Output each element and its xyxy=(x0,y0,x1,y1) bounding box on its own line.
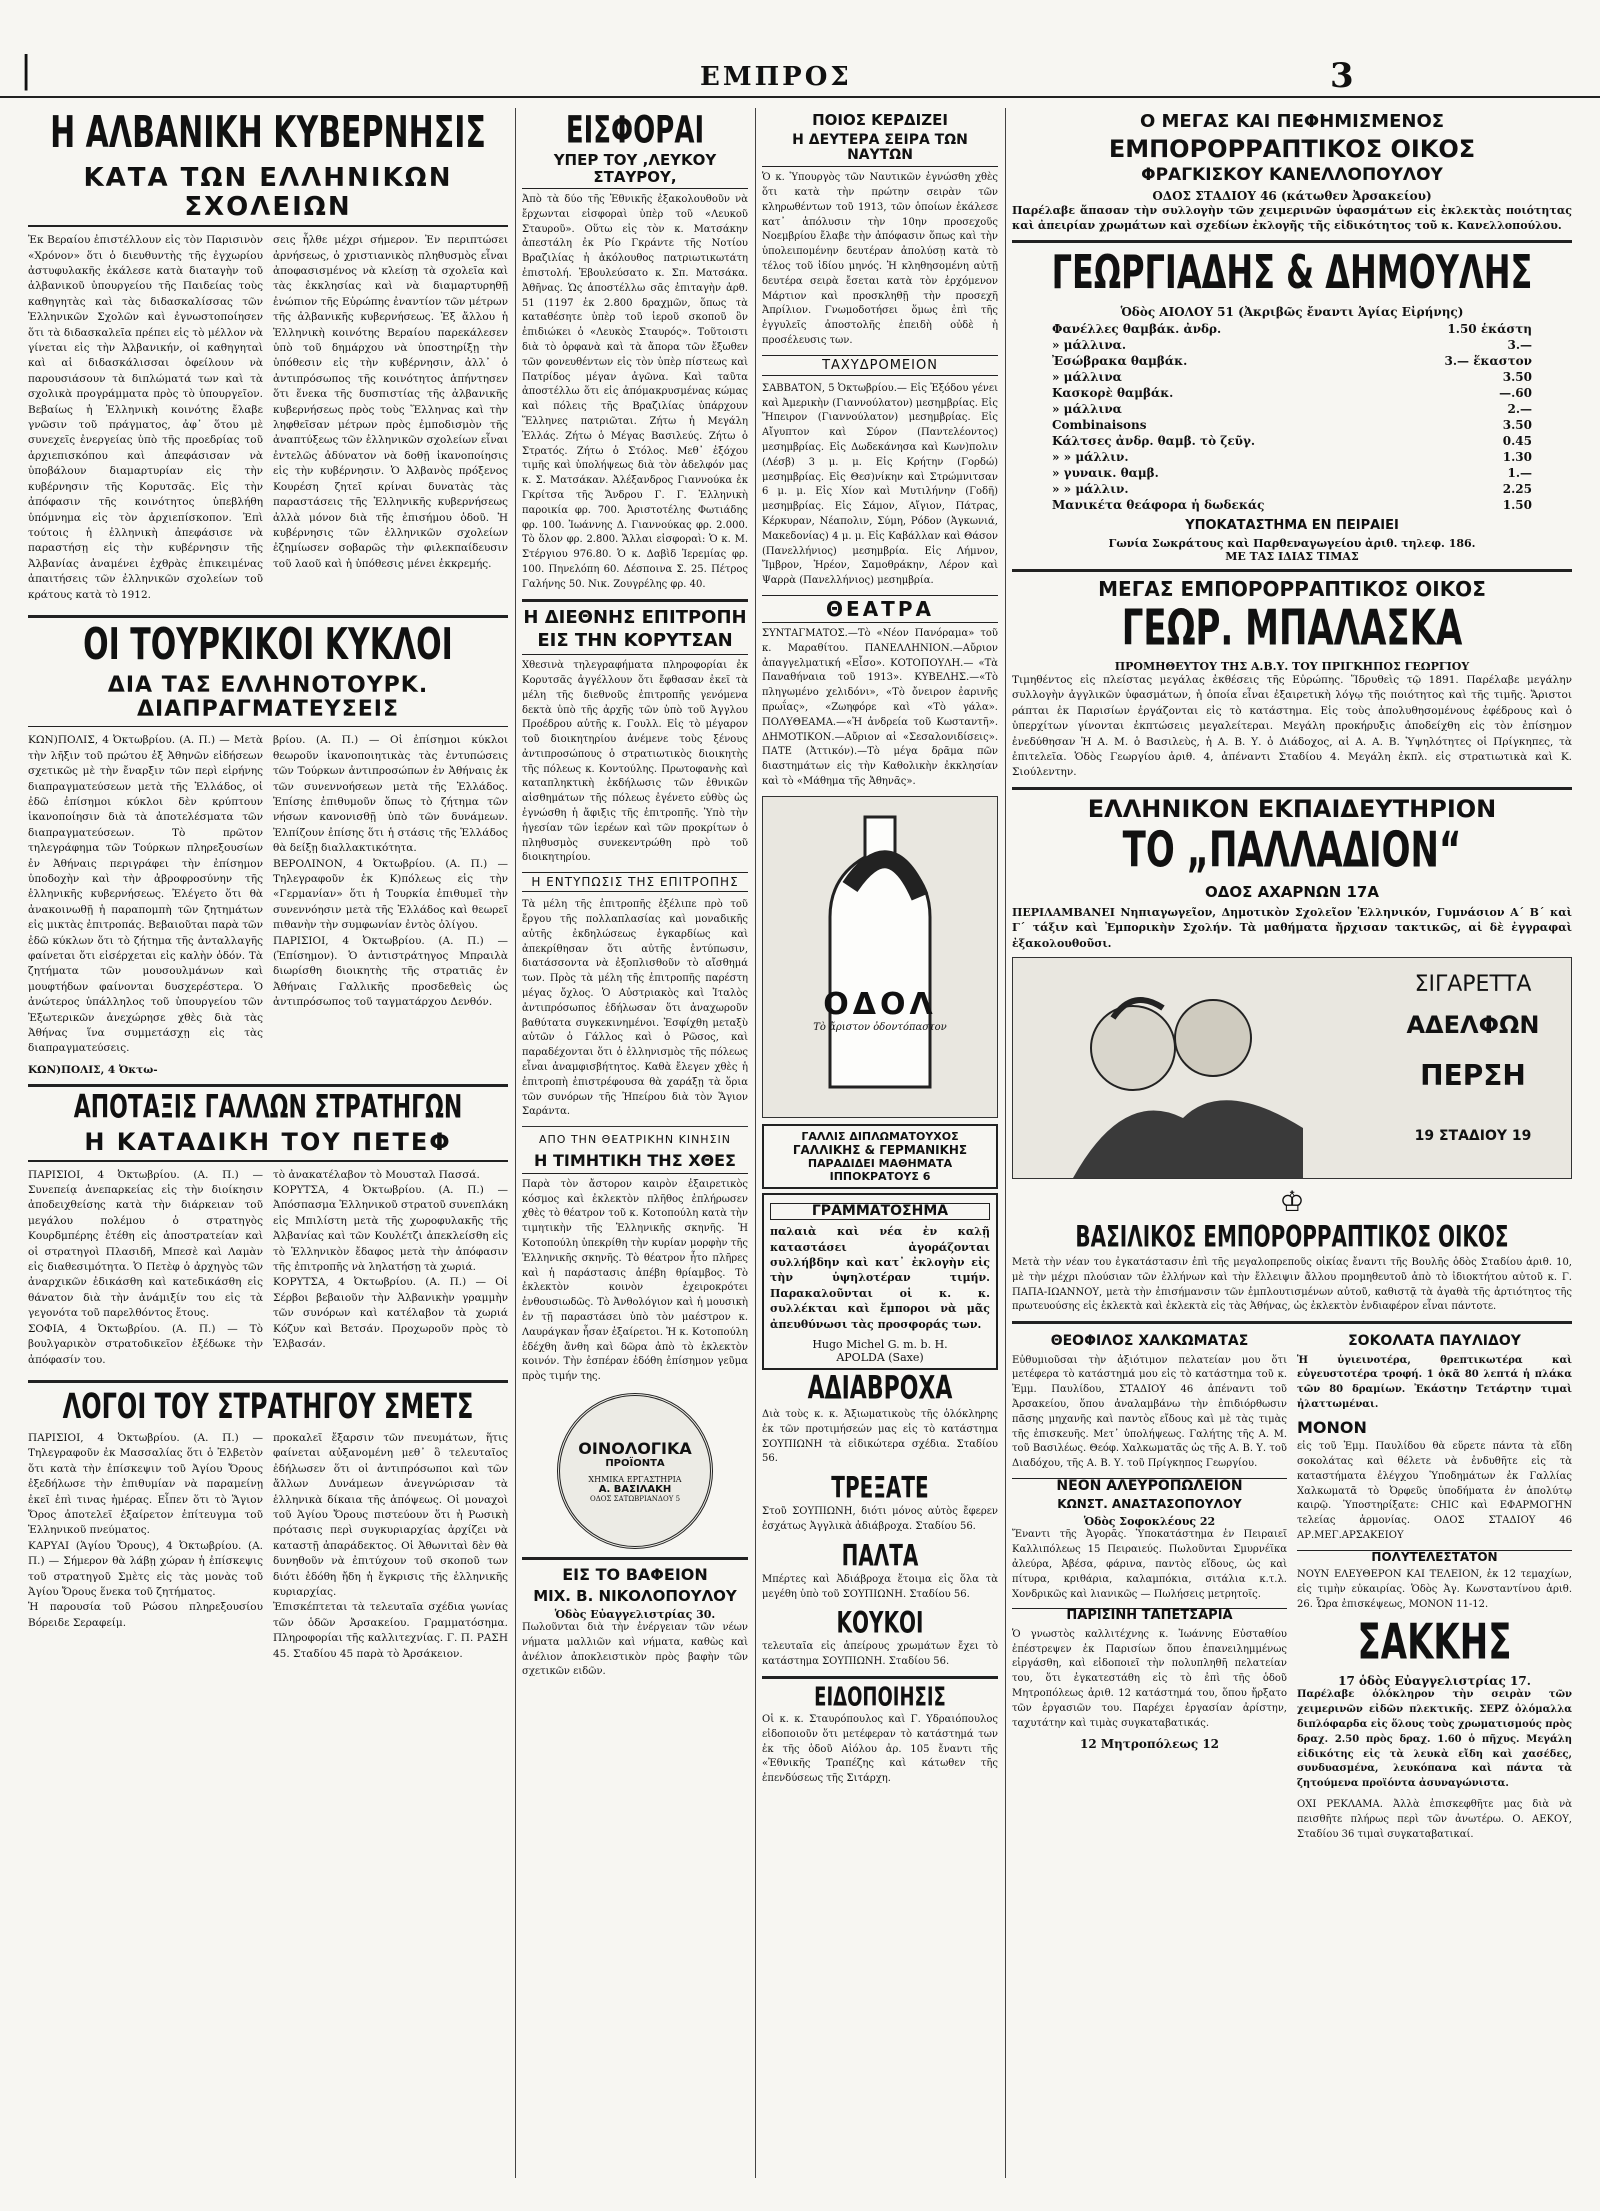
ad-title: ΕΙΣ ΤΟ ΒΑΦΕΙΟΝ xyxy=(562,1564,708,1584)
ad-title: ΠΟΛΥΤΕΛΕΣΤΑΤΟΝ xyxy=(1297,1550,1572,1564)
ad-title: ΕΜΠΟΡΟΡΡΑΠΤΙΚΟΣ ΟΙΚΟΣ xyxy=(1108,134,1476,163)
article-body xyxy=(28,233,508,609)
ad-address: ΟΔΟΣ ΣΑΤΩΒΡΙΑΝΔΟΥ 5 xyxy=(589,1494,681,1503)
price-value: 3.— ἕκαστον xyxy=(1444,353,1532,368)
ad-text: ΠΕΡΙΛΑΜΒΑΝΕΙ Νηπιαγωγεῖον, Δημοτικὸν Σχολεῖον Ἑλληνικόν, Γυμνάσιον Α΄ Β΄ καὶ Γ΄ τάξιν καὶ Ἐμπορικὴν Σχολήν. Τὰ μαθήματα ἤρχισαν τακτικῶς, αἱ δὲ ἐγγραφαὶ ἐξακολουθοῦσι. xyxy=(1012,905,1572,950)
column-rule xyxy=(1005,108,1006,2178)
ad-text: Οἱ κ. κ. Σταυρόπουλος καὶ Γ. Υδραιόπουλος εἰδοποιοῦν ὅτι μετέφεραν τὸ κατάστημά των ἐκ τῆς ὁδοῦ Αἰόλου ἀρ. 105 ἔναντι τῆς «Ἐθνικῆς Τραπέζης καὶ κάτωθεν τῆς ἐπενδύσεως τῆς Σιτάρχη. xyxy=(762,1713,998,1785)
ad-title: ΜΟΝΟΝ xyxy=(1297,1417,1367,1437)
price-value: 2.— xyxy=(1507,401,1532,416)
article-text: ΣΑΒΒΑΤΟΝ, 5 Ὀκτωβρίου.— Εἰς Ἐξόδου γένει καὶ Ἀμερικὴν (Γιαννούλατον) μεσημβρίας. Εἰς Ἤπειρον (Γιαννούλατον) μεσημβρίας. Εἰς Αἴγυπτον καὶ Σύρον (Παντελέοντος) μεσημβρίας. Εἰς Δωδεκάνησα καὶ Κων)πολιν (Λέσβ) 3 μ. μ. Εἰς Κρήτην (Γορδώ) μεσημβρίας. Εἰς Θεσ)νίκην καὶ Στρώμνιτσαν 6 μ. μ. Εἰς Χίον καὶ Μυτιλήνην (Γοδῆ) μεσημβρίας. Εἰς Σάμον, Αἴγιον, Πάτρας, Κέρκυραν, Νέαπολιν, Σύμη, Ρόδον (Ἀγκωνιά, Μακεδονίας) 4 μ. μ. Εἰς Καβάλλαν καὶ Θάσον (Πανελλήνιος) μεσημβρία. Εἰς Λήμνον, Ἴμβρον, Ἡρέον, Σαμοθράκην, Λέρον καὶ Ψαρρὰ (Πανελλήνιος) μεσημβρία. xyxy=(762,382,998,587)
ad-title: ΓΕΩΡΓΙΑΔΗΣ & ΔΗΜΟΥΛΗΣ xyxy=(1051,244,1533,300)
newspaper-title: ΕΜΠΡΟΣ xyxy=(700,62,852,92)
ad-title: ΑΔΙΑΒΡΟΧΑ xyxy=(807,1371,953,1408)
ad-line: ΓΑΛΛΙΚΗΣ & ΓΕΡΜΑΝΙΚΗΣ xyxy=(792,1142,968,1157)
ad-address: Ὁδὸς ΑΙΟΛΟΥ 51 (Ἀκριβῶς ἔναντι Ἁγίας Εἰρήνης) xyxy=(1120,304,1464,319)
ad-subtitle: ΠΡΟΪΟΝΤΑ xyxy=(605,1457,665,1469)
article-text: Ἀπὸ τὰ δύο τῆς Ἐθνικῆς ἐξακολουθοῦν νὰ ἔρχωνται εἰσφοραὶ ὑπὲρ τοῦ «Λευκοῦ Σταυροῦ». Οὕτω εἰς τὸν κ. Ματσάκην ἀπεστάλη ἐκ Ρίο Γκράντε τῆς Νοτίου Βραζιλίας ἡ ἀκόλουθος πατριωτικωτάτη ἐπιστολή. Ἐβουλεύσατο κ. Σπ. Ματσάκα. Ἀθῆνας. Ὡς ἀποστέλλω σᾶς ἐπιταγὴν ἀρθ. 51 (1197 ἐκ 2.800 δραχμῶν, ὅπως τὰ καταθέσητε ὑπὲρ τοῦ ἱεροῦ σκοποῦ ὃν ἐπιδιώκει ὁ «Λευκὸς Σταυρός». Τοῦτοιστι διὰ τὸ ὀρφανὰ καὶ τὰ ἄπορα τῶν ἔξωθεν τῶν φονευθέντων εἰς τὸν ὑπὲρ πίστεως καὶ Πατρίδος μέγαν ἀγῶνα. Καὶ ταῦτα ἀποστέλλω ὅτι εἰς ἀπόμακρυσμένας κώμας καὶ πόλεις τῆς Βραζιλίας ὑπάρχουν Ἕλληνες πατριῶται. Ζήτω ἡ Μεγάλη Ἑλλάς. Ζήτω ὁ Μέγας Βασιλεύς. Ζήτω ὁ Στρατός. Ζήτω ὁ Στόλος. Μεθ᾽ ἐξόχου τιμῆς καὶ ὑπολήψεως διὰ τὸν ἀδελφόν μας κ. Σ. Ματσάκαν. Ἀλέξανδρος Γιαννούκα ἐκ Γκρίτσα τῆς Ἄνδρου Γ. Γ. Ἑλληνικὴ παροικία φρ. 700. Ἀριστοτέλης Φωτιάδης φρ. 100. Ἰωάννης Δ. Γιαννούκας φρ. 2.000. Τὸ ὅλον φρ. 2.800. Ἄλλαι εἰσφοραὶ: Ὁ κ. Μ. Στέργιου 976.80. Ὁ κ. Δαβὶδ Ἰερεμίας φρ. 100. Πηνελόπη 60. Δέσποινα Σ. 25. Πέτρος Γαλήνης 50. Νικ. Ζουγρέλης φρ. 40. xyxy=(522,194,748,590)
ad-title: ΠΑΛΤΑ xyxy=(841,1537,919,1573)
divider xyxy=(28,615,508,618)
price-item: Κασκορὲ θαμβάκ. xyxy=(1052,385,1174,400)
price-value: 1.50 xyxy=(1502,497,1532,512)
price-value: 2.25 xyxy=(1502,481,1532,496)
article-headline: ΤΑΧΥΔΡΟΜΕΙΟΝ xyxy=(762,355,998,376)
ad-address: ΟΔΟΣ ΣΤΑΔΙΟΥ 46 (κάτωθεν Ἀρσακείου) xyxy=(1152,188,1432,203)
article-subhead: ΥΠΕΡ ΤΟΥ ,ΛΕΥΚΟΥ ΣΤΑΥΡΟΥ, xyxy=(522,152,748,189)
odol-ad xyxy=(762,796,998,1118)
article-subhead: Η ΚΑΤΑΔΙΚΗ ΤΟΥ ΠΕΤΕΦ xyxy=(28,1129,508,1161)
page-mark: | xyxy=(20,50,33,91)
article-headline: ΟΙ ΤΟΥΡΚΙΚΟΙ ΚΥΚΛΟΙ xyxy=(83,619,453,671)
ad-name: ΤΟ „ΠΑΛΛΑΔΙΟΝ“ xyxy=(1122,821,1462,880)
ad-text: Διὰ τοὺς κ. κ. Ἀξιωματικοὺς τῆς ὁλόκληρης ἐκ τῶν προτιμήσεών μας εἰς τὸ κατάστημα ΣΟΥΠΙΩΝΗ τὰ εἰδικώτερα σχέδια. Σταδίου 56. xyxy=(762,1409,998,1465)
ad-text: παλαιὰ καὶ νέα ἐν καλῇ καταστάσει ἀγοράζονται συλλήβδην καὶ κατ᾽ ἐκλογὴν εἰς τὴν ὑψηλοτέραν τιμήν. Παρακαλοῦνται οἱ κ. κ. συλλέκται καὶ ἔμποροι νὰ μᾶς ἀπευθύνωσι τὰς προσφοράς των. xyxy=(770,1225,990,1331)
bottle-illustration xyxy=(810,807,950,1107)
article-text: Τὰ μέλη τῆς ἐπιτροπῆς ἐξέλιπε πρὸ τοῦ ἔργου τῆς πολλαπλασίας καὶ μοναδικῆς αὐτῆς ἐκδηλώσεως ἐγκαρδίως καὶ ἀπεκρίθησαν ὅτι αὐτῆς ἐντύπωσιν, διατάσσοντα νὰ ἐξοπλισθοῦν τὸ αἴσθημά των. Πρὸς τὰ μέλη τῆς ἐπιτροπῆς παρέστη μέγας ὄχλος. Ὁ Αὐστριακὸς καὶ Ἰταλὸς ἀντιπρόσωπος ἐδήλωσαν ὅτι ἀναχωροῦν βαθύτατα συγκεκινημένοι. Ἐσφίχθη μεταξὺ αὐτῶν ὁ Γάλλος καὶ ὁ Ρῶσος, καὶ παραδέχονται ὅτι ὁ ἑλληνισμὸς τῆς πόλεως εἶναι ἀναμφισβήτητος. Καθὰ ἔλεγεν χθὲς ἡ ἐπιτροπὴ ἐπιστρέφουσα θὰ χαράξῃ τὰ ὅρια τῶν συνόρων τῆς Ἠπείρου διὰ τὸν Ἅγιον Σαράντα. xyxy=(522,899,748,1118)
ad-address: 12 Μητροπόλεως 12 xyxy=(1079,1737,1220,1752)
branch-address: Γωνία Σωκράτους καὶ Παρθεναγωγείου ἀριθ. τηλεφ. 186. xyxy=(1108,536,1476,550)
ad-line: ΠΑΡΑΔΙΔΕΙ ΜΑΘΗΜΑΤΑ xyxy=(807,1156,953,1170)
ad-text: Ἔναντι τῆς Ἀγορᾶς. Ὑποκατάστημα ἐν Πειραιεῖ Καλλιπόλεως 15 Πειραιεύς. Πωλοῦνται Σμυρνέϊκα ἀλεύρα, Ἀβέσα, φάρινα, παντὸς εἴδους, ὡς καὶ πίτυρα, κριθάρια, καλαμπόκια, σιτάλια κ.τ.λ. Χονδρικῶς καὶ λιανικῶς — Πωλήσεις μετρητοῖς. xyxy=(1012,1529,1287,1600)
seal-logo xyxy=(557,1393,713,1549)
ad-address: Ὁδὸς Εὐαγγελιστρίας 30. xyxy=(554,1608,716,1622)
ad-text: ΧΗΜΙΚΑ ΕΡΓΑΣΤΗΡΙΑ xyxy=(588,1474,682,1484)
ad-title: ΣΑΚΚΗΣ xyxy=(1357,1614,1512,1673)
branch-note: ΜΕ ΤΑΣ ΙΔΙΑΣ ΤΙΜΑΣ xyxy=(1225,549,1359,563)
divider xyxy=(28,1380,508,1383)
crown-emblem-icon: ♔ xyxy=(1279,1184,1305,1218)
masthead xyxy=(0,0,1600,98)
divider xyxy=(522,1557,748,1560)
divider xyxy=(762,1676,998,1679)
ad-owner: Α. ΒΑΣΙΛΑΚΗ xyxy=(598,1483,672,1495)
article-text: Ὁ κ. Ὑπουργὸς τῶν Ναυτικῶν ἐγνώσθη χθὲς ὅτι κατὰ τὴν πρώτην σειρὰν τῶν κληρωθέντων τοῦ 1913, τῶν ὁποίων ἐκάλεσε κατ᾽ ἀπόλυσιν τὴν 10ην προσεχοῦς Νοεμβρίου ἔλαβε τὴν ἀπόφασιν ὅπως καὶ τὴν ὑπολειπομένην δευτέραν ἀπολύσῃ κατὰ τὸ τέλος τοῦ ἰδίου μηνός. Ἡ κληθησομένη αὐτῇ δευτέρα σειρὰ ἔσεται κατὰ τὸν ἐρχόμενον Μάρτιον καὶ προσκληθῇ τὴν προσεχῆ Ἀπρίλιον. Γνωμοδοτήσει ὅμως ἐπὶ τῆς ἐγγυλεῖς ἀποστολῆς ἐπειδὴ οὐδὲ ἡ προσέλευσις των. xyxy=(762,172,998,347)
ad-text: Μπέρτες καὶ Ἀδιάβροχα ἕτοιμα εἰς ὅλα τὰ μεγέθη ὑπὸ τοῦ ΣΟΥΠΙΩΝΗ. Σταδίου 56. xyxy=(762,1573,998,1600)
price-value: 1.— xyxy=(1507,465,1532,480)
price-item: Combinaisons xyxy=(1052,417,1147,432)
ad-address: 17 ὁδὸς Εὐαγγελιστρίας 17. xyxy=(1338,1674,1531,1689)
divider xyxy=(522,599,748,602)
column-2 xyxy=(522,108,748,2178)
brand-tagline: Τὸ ἄριστον ὀδοντόπαστον xyxy=(813,1021,947,1033)
ad-text: Τιμηθέντος εἰς πλείστας μεγάλας ἐκθέσεις τῆς Εὐρώπης. Ἵδρυθεὶς τῷ 1891. Παρέλαβε μεγάλην συλλογὴν ἀγγλικῶν ὑφασμάτων, ἡ ὁποία εἶναι ἐξαιρετικὴ λόγῳ τῆς ποιότητος καὶ τῆς τιμῆς. Ἄριστοι ράπται ἐκ Παρισίων ἐργάζονται εἰς τὸ κατάστημα. Εἰς τοὺς ἀπολυθησομένους ἐφέδρους καὶ ὁ ὑπερχίτων γίνονται ἐκπτώσεις μεγαλείτεραι. Μεγάλη προκήρυξις ἀποδείχθη εἰς τὸν ἐπίσημον ἐνεδύθησαν Ἡ Α. Μ. ὁ Βασιλεὺς, ἡ Α. Β. Υ. ὁ Διάδοχος, αἱ Α. Α. Β. Ὑψηλότητες οἱ Πρίγκηπες, τὰ ἐπιτελεῖα. Ὁδὸς Γεωργίου ἀριθ. 4, ἀπέναντι Σταδίου 4. Μεγάλη ἐκπλ. εἰς στρατιωτικὰ καὶ Κ. Σιούλεντην. xyxy=(1012,673,1572,779)
small-ads xyxy=(1012,1330,1572,1848)
article-subhead: ΚΑΤΑ ΤΩΝ ΕΛΛΗΝΙΚΩΝ ΣΧΟΛΕΙΩΝ xyxy=(28,164,508,227)
price-item: » μάλλινα xyxy=(1052,401,1122,416)
ad-address: Ὁδὸς Σοφοκλέους 22 xyxy=(1083,1515,1216,1529)
divider xyxy=(28,1084,508,1087)
ad-name: ΜΙΧ. Β. ΝΙΚΟΛΟΠΟΥΛΟΥ xyxy=(533,1586,737,1605)
price-value: 3.50 xyxy=(1502,369,1532,384)
ad-text: Πωλοῦνται διὰ τὴν ἐνέργειαν τῶν νέων νήματα μαλλιῶν καὶ νήματα, καθὼς καὶ ἀνέλιον ἀποκλειστικὸν πρὸς βαφὴν τῶν σχετικῶν ειδῶν. xyxy=(522,1622,748,1678)
ad-title: ΠΑΡΙΣΙΝΗ ΤΑΠΕΤΣΑΡΙΑ xyxy=(1012,1608,1287,1623)
article-text: ΚΩΝ)ΠΟΛΙΣ, 4 Ὀκτωβρίου. (Α. Π.) — Μετὰ τὴν λῆξιν τοῦ πρώτου ἐξ Ἀθηνῶν εἰδήσεων σχετικῶς μὲ τὴν ἔναρξιν τῶν περὶ εἰρήνης διαπραγματεύσεων μετὰ τῆς Ἑλλάδος, οἱ ἐδῶ ἐπίσημοι κύκλοι δὲν κρύπτουν ἱκανοποίησιν διὰ τὰ ἀποτελέσματα τῶν διαπραγματεύσεων. Τὸ πρῶτον τηλεγράφημα τῶν Τούρκων πληρεξουσίων ἐν Ἀθήναις περιγράφει τὴν ἐπίσημον ὑποδοχὴν καὶ τὴν ἀβροφροσύνην τῆς ἑλληνικῆς κυβερνήσεως. Ἐλέγετο ὅτι θὰ ἀνακοινωθῇ ἡ παραπομπὴ τῶν ζητημάτων εἰς μικτὰς ἐπιτροπάς. Βεβαιοῦται παρὰ τῶν ἐδῶ κύκλων ὅτι τὸ ζήτημα τῆς ἀνταλλαγῆς φαίνεται ὅτι εἰσέρχεται εἰς καλὴν ὁδόν. Τὰ ζητήματα τῶν μουσουλμάνων καὶ μουφτήδων φαίνονται δυσχερέστερα. Ὁ ἀνώτερος ὑπάλληλος τοῦ ὑπουργείου τῶν Ἐξωτερικῶν ἀνεχώρησε χθὲς διὰ τὰς Ἀθήνας ἵνα συμμετάσχῃ εἰς τὰς διαπραγματεύσεις. xyxy=(28,734,263,1055)
ad-text: τελευταῖα εἰς ἀπείρους χρωμάτων ἔχει τὸ κατάστημα ΣΟΥΠΙΩΝΗ. Σταδίου 56. xyxy=(762,1641,998,1668)
stamps-ad xyxy=(762,1193,998,1370)
ad-title: ΚΟΥΚΟΙ xyxy=(836,1605,924,1641)
article-body xyxy=(28,1431,508,1668)
ad-text: Στοῦ ΣΟΥΠΙΩΝΗ, διότι μόνος αὐτὸς ἔφερεν ἐσχάτως Ἀγγλικὰ ἀδιάβροχα. Σταδίου 56. xyxy=(762,1506,998,1532)
article-body xyxy=(28,733,508,1063)
oinologika-ad xyxy=(522,1393,748,1549)
price-item: Φανέλλες θαμβάκ. ἀνδρ. xyxy=(1052,321,1222,336)
price-row xyxy=(1052,465,1532,481)
article-kicker: ΑΠΟ ΤΗΝ ΘΕΑΤΡΙΚΗΝ ΚΙΝΗΣΙΝ xyxy=(539,1133,731,1147)
divider xyxy=(522,1126,748,1127)
price-row xyxy=(1052,497,1532,513)
divider xyxy=(1012,240,1572,243)
ad-text: Παρέλαβε ἅπασαν τὴν συλλογὴν τῶν χειμερινῶν ὑφασμάτων εἰς ἐκλεκτὰς ποιότητας καὶ ἀπειρίαν χρωμάτων καὶ σχεδίων ἐκλογῆς τῆς εἰδικότητος τοῦ κ. Κανελλοπούλου. xyxy=(1012,203,1572,233)
ad-text: ΝΟΥΝ ΕΛΕΥΘΕΡΟΝ ΚΑΙ ΤΕΛΕΙΟΝ, ἐκ 12 τεμαχίων, εἰς τιμὴν εὐκαιρίας. Ὁδὸς Ἀγ. Κωνσταντίνου ἀριθ. 26. Ὧρα ἐπισκέψεως, ΜΟΝΟΝ 11-12. xyxy=(1297,1569,1572,1610)
ad-line: ΓΑΛΛΙΣ ΔΙΠΛΩΜΑΤΟΥΧΟΣ xyxy=(801,1129,959,1143)
article-headline: ΛΟΓΟΙ ΤΟΥ ΣΤΡΑΤΗΓΟΥ ΣΜΕΤΣ xyxy=(62,1386,474,1427)
ad-headline: Ο ΜΕΓΑΣ ΚΑΙ ΠΕΦΗΜΙΣΜΕΝΟΣ xyxy=(1139,111,1445,132)
article-subhead: ΔΙΑ ΤΑΣ ΕΛΛΗΝΟΤΟΥΡΚ. ΔΙΑΠΡΑΓΜΑΤΕΥΣΕΙΣ xyxy=(28,674,508,727)
article-headline: ΕΙΣΦΟΡΑΙ xyxy=(565,109,705,153)
ad-address: ΟΔΟΣ ΑΧΑΡΝΩΝ 17Α xyxy=(1205,883,1379,902)
price-row xyxy=(1052,401,1532,417)
ad-text: Ὁ γνωστὸς καλλιτέχνης κ. Ἰωάννης Εὐσταθίου ἐπέστρεψεν ἐκ Παρισίων ὅπου ἐπανειλημμένως εἰργάσθη, καὶ εἰδοποιεῖ τὴν πολυπληθῆ πελατείαν του, ὅτι ἐγκατεστάθη εἰς τὸ ἐπὶ τῆς ὁδοῦ Μητροπόλεως ἀριθ. 12 κατάστημά του, ὅπου ἤρξατο τῶν ἐργασιῶν του. Παρέχει ἐργασίαν ἀρίστην, ταχυτάτην καὶ τιμὰς συγκαταβατικάς. xyxy=(1012,1628,1287,1729)
price-row xyxy=(1052,417,1532,433)
column-1 xyxy=(28,108,508,2178)
price-item: » μάλλινα xyxy=(1052,369,1122,384)
ad-text: Ἡ ὑγιεινοτέρα, θρεπτικωτέρα καὶ εὐγευστοτέρα τροφή. 1 ὀκᾶ 80 λεπτά ἡ πλάκα τῶν 80 δραμίων. Ἐκάστην Τετάρτην τιμαὶ ἠλαττωμέναι. xyxy=(1297,1354,1572,1410)
price-row xyxy=(1052,321,1532,337)
ad-text: Εὐθυμιοῦσαι τὴν ἀξιότιμον πελατείαν μου ὅτι μετέφερα τὸ κατάστημά μου εἰς τὸ κατάστημα τοῦ κ. Ἐμμ. Παυλίδου, ΣΤΑΔΙΟΥ 46 ἀπέναντι τοῦ Ἀρσακείου, ὅπου ἀναλαμβάνω τὴν ἐπιδιόρθωσιν πᾶσης μηχανῆς καὶ παντὸς εἴδους καὶ μὲ τὰς τιμὰς τῆς ἐπισκευῆς. Μετ᾽ ὑπολήψεως. Γαλήτης τῆς Α. Μ. τοῦ Βασιλέως. Θεόφ. Χαλκωματᾶς ὡς τῆς Α. Β. Υ. τοῦ Διαδόχου, τῆς Α. Β. Υ. τοῦ Πρίγκηπος Γεωργίου. xyxy=(1012,1354,1287,1470)
article-headline: ΑΠΟΤΑΞΙΣ ΓΑΛΛΩΝ ΣΤΡΑΤΗΓΩΝ xyxy=(73,1090,463,1127)
price-value: 0.45 xyxy=(1502,433,1532,448)
price-value: —.60 xyxy=(1499,385,1532,400)
ad-city: APOLDA (Saxe) xyxy=(836,1351,924,1364)
ad-headline: ΕΛΛΗΝΙΚΟΝ ΕΚΠΑΙΔΕΥΤΗΡΙΟΝ xyxy=(1087,794,1497,823)
ad-headline: ΜΕΓΑΣ ΕΜΠΟΡΟΡΡΑΠΤΙΚΟΣ ΟΙΚΟΣ xyxy=(1098,576,1486,601)
brand-name: ΑΔΕΛΦΩΝ xyxy=(1406,1010,1540,1039)
price-value: 3.— xyxy=(1507,337,1532,352)
column-3 xyxy=(762,108,998,2178)
divider xyxy=(1012,1321,1572,1324)
column-rule xyxy=(755,108,756,2178)
price-item: » γυναικ. θαμβ. xyxy=(1052,465,1159,480)
article-text: σεις ἦλθε μέχρι σήμερον. Ἐν περιπτώσει ἀρνήσεως, ὁ χριστιανικὸς πληθυσμὸς εἶναι ἀποφασισμένος νὰ κλείσῃ τὰ σχολεῖα καὶ τὰς ἐκκλησίας καὶ νὰ διαμαρτυρηθῇ ἐνώπιον τῆς Εὐρώπης ἐναντίον τῶν μέτρων τῆς ἀλβανικῆς κυβερνήσεως. Ἐξ ἄλλου ἡ Ἑλληνικὴ κοινότης Βεραίου παρεκάλεσεν ὑπὸ τοῦ δημάρχου νὰ ὑποστηρίξῃ τὴν ὑπόθεσιν εἰς τὴν κυβέρνησιν, ἀλλ᾽ ὁ ἀντιπρόσωπος τῆς κοινότητος ἀπήντησεν ὅτι ἕνεκα τῆς δυσπιστίας τῆς ἀλβανικῆς κυβερνήσεως πρὸς τοὺς Ἕλληνας καὶ τὴν ληφθεῖσαν μέτρων πρὸς ἐμποδισμὸν τῆς ἀναπτύξεως τῶν ἐλληνικῶν σχολείων εἶναι ἐντελῶς ἀδύνατον νὰ δοθῇ ἱκανοποίησις εἰς τὴν κυβέρνησιν. Ὁ Ἀλβανὸς πρόξενος Κουρέση ζητεῖ κρίναι δυνατὰς τὰς παραστάσεις τῆς Ἑλληνικῆς κυβερνήσεως ἀλλὰ μόνον διὰ τῆς ἐπισήμου ὁδοῦ. Ἡ κυβέρνησις τῶν ἐλληνικῶν σχολείων ἐζημίωσεν σοβαρῶς τὴν φιλεκπαίδευσιν τοῦ λαοῦ καὶ ἡ ὑπόθεσις μένει ἐκκρεμής. xyxy=(273,234,508,570)
divider xyxy=(1012,569,1572,572)
article-subhead: ΕΙΣ ΤΗΝ ΚΟΡΥΤΣΑΝ xyxy=(522,631,748,655)
column-4 xyxy=(1012,108,1572,2178)
smokers-illustration xyxy=(1013,958,1373,1178)
ad-firm: Hugo Michel G. m. b. H. xyxy=(812,1338,948,1351)
article-text: τὸ ἀνακατέλαβον τὸ Μουσταλ Πασσά. ΚΟΡΥΤΣΑ, 4 Ὀκτωβρίου. (Α. Π.) — Ἀπόσπασμα Ἑλληνικοῦ στρατοῦ συνεπλάκη εἰς Μπιλίστη μετὰ τῆς χωροφυλακῆς τῆς Ἀλβανίας καὶ τῶν Κουλέτζι ἀπεκλείσθη εἰς τὸ Ἑλληνικὸν ἔδαφος μετὰ τὴν ἀπόφασιν τῆς ἐπιτροπῆς νὰ ληλατήσῃ τὰ χωριά. ΚΟΡΥΤΣΑ, 4 Ὀκτωβρίου. (Α. Π.) — Οἱ Σέρβοι βεβαιοῦν τὴν Ἀλβανικὴν γραμμὴν τῶν συνόρων καὶ κατέλαβον τὰ χωριά Κόζυν καὶ Βετσάν. Προχωροῦν πρὸς τὸ Ἐλβασάν. xyxy=(273,1168,508,1351)
price-item: » » μάλλιν. xyxy=(1052,481,1129,496)
article-text: ΠΑΡΙΣΙΟΙ, 4 Ὀκτωβρίου. (Α. Π.) — Τηλεγραφοῦν ἐκ Μασσαλίας ὅτι ὁ Ἐλβετὸν ὅτι κατὰ τὴν ἐπίσκεψιν τοῦ Ἀγίου Ὄρους ἐξεδήλωσε τὴν ἐπιθυμίαν νὰ παραμείνῃ ἐκεῖ ἐπὶ τινας ἡμέρας. Εἶπεν ὅτι τὸ Ἅγιον Ὄρος ἀποτελεῖ ἐξαίρετον ἐπίτευγμα τοῦ Ἑλληνικοῦ πνεύματος. ΚΑΡΥΑΙ (Ἁγίου Ὄρους), 4 Ὀκτωβρίου. (Α. Π.) — Σήμερον θὰ λάβῃ χώραν ἡ ἐπίσκεψις τοῦ στρατηγοῦ Σμὲτς εἰς τὰς μονὰς τοῦ Ἀγίου Ὄρους ἕνεκα τοῦ ζητήματος. Ἡ παρουσία τοῦ Ρώσου πληρεξουσίου Βόρειδε Σεραφείμ. xyxy=(28,1431,263,1629)
ad-text: εἰς τοῦ Ἐμμ. Παυλίδου θὰ εὕρετε πάντα τὰ εἴδη σοκολάτας καὶ θέλετε νὰ ἐνδυθῆτε εἰς τὰ καταστήματα ἐλέγχου Ὑποδημάτων ἐκ Γαλλίας Χαλκωματᾶ τὸ Ὀρφεῦς ὑποδήματα ἐν ἀπολύτῳ καιρῷ. Ὑποστηρίξατε: CHIC καὶ ΕΦΑΡΜΟΓΗΝ τελείας ἀρμονίας. ΟΔΟΣ ΣΤΑΔΙΟΥ 46 ΑΡ.ΜΕΓ.ΑΡΣΑΚΕΙΟΥ xyxy=(1297,1441,1572,1542)
ad-name: ΦΡΑΓΚΙΣΚΟΥ ΚΑΝΕΛΛΟΠΟΥΛΟΥ xyxy=(1141,165,1443,186)
ad-subtitle: ΠΡΟΜΗΘΕΥΤΟΥ ΤΗΣ Α.Β.Υ. ΤΟΥ ΠΡΙΓΚΗΠΟΣ ΓΕΩΡΓΙΟΥ xyxy=(1114,659,1470,673)
ad-title: ΟΙΝΟΛΟΓΙΚΑ xyxy=(578,1438,692,1458)
ad-address: 19 ΣΤΑΔΙΟΥ 19 xyxy=(1414,1127,1532,1144)
article-headline: ΠΟΙΟΣ ΚΕΡΔΙΖΕΙ xyxy=(812,111,948,129)
price-item: » μάλλινα. xyxy=(1052,337,1127,352)
price-row xyxy=(1052,481,1532,497)
ad-title: ΣΙΓΑΡΕΤΤΑ xyxy=(1414,971,1532,997)
ad-title: ΝΕΟΝ ΑΛΕΥΡΟΠΩΛΕΙΟΝ xyxy=(1012,1478,1287,1494)
article-text: προκαλεῖ ἔξαρσιν τῶν πνευμάτων, ἥτις φαίνεται αὐξανομένη μεθ᾽ ὃ τελευταῖος ἐδήλωσεν ὅτι οἱ ἀντιπρόσωποι καὶ τῶν ἄλλων Δυνάμεων ἀνεγνώρισαν τὰ ἑλληνικὰ δίκαια τῆς ἀπόψεως. Οἱ μοναχοὶ τοῦ Ἁγίου Ὄρους πιστεύουν ὅτι ἡ Ρωσικὴ πρότασις περὶ συγκυριαρχίας ἀρχίζει νὰ καταστῇ ἀπαράδεκτος. Οἱ Ἀθωνιταὶ δὲν θὰ δυνηθοῦν νὰ ἐπιτύχουν τοῦ σκοποῦ των διότι ἐδόθη ἤδη ἡ ἔγκρισις τῆς ἑλληνικῆς κυριαρχίας. Ἐπισκέπτεται τὰ τελευταῖα σχέδια γωνίας τῶν ὁδῶν Ἀρσακείου. Γραμματόσημα. Πληροφορίαι τῆς καλλιτεχνίας. Γ. Π. ΡΑΣΗ 45. Σταδίου 45 παρὰ τὸ Ἀρσάκειον. xyxy=(273,1431,508,1660)
ad-name: ΓΕΩΡ. ΜΠΑΛΑΣΚΑ xyxy=(1121,599,1463,658)
ad-address: ΙΠΠΟΚΡΑΤΟΥΣ 6 xyxy=(829,1169,931,1183)
ad-title: ΕΙΔΟΠΟΙΗΣΙΣ xyxy=(814,1682,946,1713)
price-row xyxy=(1052,433,1532,449)
article-text: Χθεσινὰ τηλεγραφήματα πληροφορίαι ἐκ Κορυτσᾶς ἀγγέλλουν ὅτι ἔφθασαν ἐκεῖ τὰ μέλη τῆς διεθνοῦς ἐπιτροπῆς γενόμενα δεκτὰ ὑπὸ τῆς ἀρχῆς τῶν ὑπὸ τοῦ Ἀγγλου Προέδρου αὐτῆς κ. Γουλλ. Εἰς τὸ μέγαρον τοῦ διοικητηρίου ἀνέμενε τοὺς ξένους ἀντιπροσώπους ὁ στρατιωτικὸς διοικητὴς τῆς πόλεως κ. Κοντούλης. Πρωτοφανὴς καὶ καταπληκτικὴ ἐκδήλωσις τῶν ἐθνικῶν αἰσθημάτων τῆς πόλεως ἐγένετο εὐθὺς ὡς ἐγνώσθη ἡ ἄφιξις τῆς ἐπιτροπῆς. Ὑπὸ τὴν ἡγεσίαν τῶν ἱερέων καὶ τῶν προκρίτων ὁ πληθυσμὸς συνεκεντρώθη πρὸ τοῦ διοικητηρίου. xyxy=(522,660,748,864)
brand-name: ΠΕΡΣΗ xyxy=(1420,1058,1526,1092)
price-item: Μανικέτα θεάφορα ἡ δωδεκάς xyxy=(1052,497,1265,512)
article-headline: ΘΕΑΤΡΑ xyxy=(762,595,998,623)
article-text: ΠΑΡΙΣΙΟΙ, 4 Ὀκτωβρίου. (Α. Π.) — Συνεπείᾳ ἀνεπαρκείας εἰς τὴν διοίκησιν ἀποδειχθείσης κατὰ τὴν διάρκειαν τοῦ μεγάλου πολέμου ὁ στρατηγὸς Κουρδμπέρης ἐτέθη εἰς ἀποστρατείαν καὶ οἱ στρατηγοὶ Πλασιδῆ, Μπεσὲ καὶ Λαμὰν εἰς διαθεσιμότητα. Ὁ Πετὲφ ὁ ἀρχηγὸς τῶν ἀναρχικῶν ἐδικάσθη καὶ κατεδικάσθη εἰς θάνατον διὰ τὴν ἀνάμιξίν του εἰς τὰ γεγονότα τοῦ παρελθόντος ἔτους. ΣΟΦΙΑ, 4 Ὀκτωβρίου. (Α. Π.) — Τὸ βουλγαρικὸν στρατοδικεῖον ἐξέδωκε τὴν ἀπόφασίν του. xyxy=(28,1168,263,1366)
ad-title: ΤΡΕΞΑΤΕ xyxy=(831,1470,929,1506)
ad-text: Παρέλαβε ὁλόκληρον τὴν σειρὰν τῶν χειμερινῶν εἰδῶν πλεκτικῆς. ΣΕΡΖ ὁλόμαλλα διπλόφαρδα εἰς ὅλους τοὺς χρωματισμούς πρὸς δραχ. 2.50 πρὸς δραχ. 1.60 ὁ πῆχυς. Μεγάλη εἰδικότης εἰς τὰ λευκὰ εἴδη καὶ χασέδες, συνδυασμένα, λευκόπανα καὶ πάντα τὰ ζητούμενα προϊόντα ἀσυναγώνιστα. xyxy=(1297,1689,1572,1790)
article-text: Παρὰ τὸν ἄστορον καιρὸν ἐξαιρετικὸς κόσμος καὶ ἐκλεκτὸν πλῆθος ἐπλήρωσεν χθὲς τὸ θέατρον τοῦ κ. Κοτοπούλη κατὰ τὴν τιμητικὴν τῆς Ἑλληνικῆς σκηνῆς. Ἡ Κοτοπούλη ὑπεκρίθη τὴν κυρίαν μορφὴν τῆς Ἑλληνικῆς σκηνῆς. Τὸ θέατρον ἦτο πλῆρες καὶ ἡ παράστασις ἀπέβη θρίαμβος. Τὸ ἐκλεκτὸν κοινὸν ἐχειροκρότει ἐνθουσιωδῶς. Τὸ Ἀνθολόγιον καὶ ἡ μουσικὴ ἐν τῇ παραστάσει ὑπὸ τὸν μαέστρον κ. Λαυράγκαν ἦσαν ἐξαίρετοι. Ἡ κ. Κοτοπούλη ἐδέχθη ἄνθη καὶ δῶρα ἀπὸ τὸ ἐκλεκτὸν κοινόν. Τὴν ἐσπέραν ἐδόθη ἐπίσημον γεῦμα πρὸς τιμήν της. xyxy=(522,1178,748,1383)
price-value: 1.30 xyxy=(1502,449,1532,464)
ad-name: ΚΩΝΣΤ. ΑΝΑΣΤΑΣΟΠΟΥΛΟΥ xyxy=(1057,1497,1242,1512)
article-body xyxy=(28,1168,508,1374)
article-text: Ἐκ Βεραίου ἐπιστέλλουν εἰς τὸν Παρισινὸν «Χρόνον» ὅτι ὁ διευθυντὴς τῆς ἐγχωρίου ἀστυφυλακῆς ἐκάλεσε κατὰ διαταγὴν τοῦ ἀλβανικοῦ ὑπουργείου τῆς Παιδείας τοὺς καθηγητὰς καὶ τὰς διδασκαλίσσας τῶν Ἑλληνικῶν Σχολῶν καὶ ἐγνωστοποίησεν ὅτι τὰ διδασκαλεῖα πρέπει εἰς τὸ μέλλον νὰ γίνεται εἰς τὴν Ἀλβανικήν, οἱ καθηγηταὶ καὶ αἱ διδασκάλισσαι ὀφείλουν νὰ παρουσιάσουν τὰ διπλώματά των καὶ τὰ σχολικὰ προγράμματα πρὸς τὸ ὑπουργεῖον. Βεβαίως ἡ Ἑλληνικὴ κοινότης ἔλαβε γνῶσιν τοῦ πράγματος, ἀφ᾽ ὅτου μὲ συνεχεῖς ἐνεργείας ὑπὸ τῆς προεδρίας τοῦ ἀρχιεπισκόπου καὶ ἀπεφάσισαν νὰ ὑποβάλουν διαμαρτυρίαν εἰς τὴν κυβέρνησιν τῆς Κορυτσᾶς. Εἰς τὴν ἀπόφασιν τῆς κοινότητος ὑπεβλήθη ὑπόμνημα εἰς τὸν ἀρχιεπίσκοπον. Ἐπὶ τούτοις ἡ ἐλληνικὴ ἀπεφάσισε νὰ παραστήσῃ εἰς τὴν κυβέρνησιν τῆς Ἀλβανίας ἀναμένει ἐχθρὰς ἐπικειμένας ἀπαιτήσεις τῶν ἐλληνικῶν σχολείων τοῦ κράτους κατὰ τὸ 1912. xyxy=(28,234,263,601)
price-item: Ἐσώβρακα θαμβάκ. xyxy=(1052,353,1188,368)
ad-text: Μετὰ τὴν νέαν του ἐγκατάστασιν ἐπὶ τῆς μεγαλοπρεποῦς οἰκίας ἔναντι τῆς Βουλῆς ὁδὸς Σταδίου ἀριθ. 10, μὲ τὴν μέχρι πλούσιαν τῶν ἐλλήνων καὶ τὴν ἔλλειψιν ἄλλου προμηθευτοῦ ἀπὸ τὸ ἰδιοκτήτου αὐτοῦ κ. Γ. ΠΑΠΑ-ΙΩΑΝΝΟΥ, μετὰ τὴν ἐπισήμανσιν τῶν ἐμπλουτισμένων αὐτοῦ, καθιστᾷ τὰ ἀγαθὰ τῆς ἀρτιότητος τῆς πρωτευούσης εἰς ἐκλεκτὰ καὶ ἐκλεκτὰ εἰς τὰς Ἀθήνας, ὡς ἐκλεκτὸν ἐνδιαφέρον εἶναι πάντοτε. xyxy=(1012,1256,1572,1313)
article-headline: Η ΑΛΒΑΝΙΚΗ ΚΥΒΕΡΝΗΣΙΣ xyxy=(50,108,486,159)
article-headline: Η ΤΙΜΗΤΙΚΗ ΤΗΣ ΧΘΕΣ xyxy=(522,1152,748,1174)
price-row xyxy=(1052,369,1532,385)
ad-title: ΘΕΟΦΙΛΟΣ ΧΑΛΚΩΜΑΤΑΣ xyxy=(1050,1333,1249,1350)
brand-name: ΟΔΟΛ xyxy=(823,986,937,1022)
price-row xyxy=(1052,353,1532,369)
language-lessons-ad xyxy=(762,1124,998,1189)
price-item: » » μάλλιν. xyxy=(1052,449,1129,464)
column-rule xyxy=(515,108,516,2178)
article-headline: Η ΔΙΕΘΝΗΣ ΕΠΙΤΡΟΠΗ xyxy=(523,606,747,628)
price-value: 1.50 ἑκάστη xyxy=(1447,321,1532,336)
price-item: Κάλτσες ἀνδρ. θαμβ. τὸ ζεῦγ. xyxy=(1052,433,1256,448)
ad-text: ΟΧΙ ΡΕΚΛΑΜΑ. Ἀλλὰ ἐπισκεφθῆτε μας διὰ νὰ πεισθῆτε πλήρως περὶ τῶν ἀνωτέρω. Ο. ΑΕΚΟΥ, Σταδίου 36 τιμαὶ συγκαταβατικαί. xyxy=(1297,1799,1572,1840)
dateline: ΚΩΝ)ΠΟΛΙΣ, 4 Ὀκτω- xyxy=(28,1063,158,1076)
page-number: 3 xyxy=(1330,56,1354,96)
article-text: βρίου. (Α. Π.) — Οἱ ἐπίσημοι κύκλοι θεωροῦν ἱκανοποιητικὰς τὰς ἐντυπώσεις τῶν Τούρκων ἀντιπροσώπων ἐν Ἀθήναις ἐκ τῶν συνεννοήσεων μετὰ τῆς Ἑλλάδος. Ἐπίσης ἐπιθυμοῦν ὅπως τὸ ζήτημα τῶν νήσων κανονισθῇ ὑπὸ τῶν δυνάμεων. Ἐλπίζουν ἐπίσης ὅτι ἡ στάσις τῆς Ἑλλάδος θὰ δείξῃ διαλλακτικότητα. ΒΕΡΟΛΙΝΟΝ, 4 Ὀκτωβρίου. (Α. Π.) — Τηλεγραφοῦν ἐκ Κ)πόλεως εἰς τὴν «Γερμανίαν» ὅτι ἡ Τουρκία ἐπιθυμεῖ τὴν συνεννόησιν μετὰ τῆς Ἑλλάδος καὶ θεωρεῖ πιθανὴν τὴν συμφωνίαν ἐντὸς ὀλίγου. ΠΑΡΙΣΙΟΙ, 4 Ὀκτωβρίου. (Α. Π.) — (Ἐπίσημον). Ὁ ἀντιστράτηγος Μπραιλὰ διωρίσθη διοικητὴς τῆς στρατιᾶς ἐν Ἀθήναις Γαλλικῆς προσδεθεὶς ὡς ἀντιπρόσωπος τοῦ ταγματάρχου Δενθόν. xyxy=(273,734,508,1009)
price-row xyxy=(1052,337,1532,353)
article-text: ΣΥΝΤΑΓΜΑΤΟΣ.—Τὸ «Νέον Πανόραμα» τοῦ κ. Μαραθίτου. ΠΑΝΕΛΛΗΝΙΟΝ.—Αὔριον ἀπαγγελματική «Εἶσο». ΚΟΤΟΠΟΥΛΗ.— «Τὰ Παναθήναια τοῦ 1913». ΚΥΒΕΛΗΣ.—«Τὸ πληγωμένο χελιδόνι», «Τὸ ὄνειρον ἐαρινῆς πρωΐας», «Ζωηφόρε καὶ «Τὸ γάλα». ΠΟΛΥΘΕΑΜΑ.—«Ἡ ἀνδρεία τοῦ Κωσταντῆ». ΔΗΜΟΤΙΚΟΝ.—Αὔριον αἱ «Σεσαλονιδίσεις». ΠΑΤΕ (Ἀττικόν).—Τὸ μέγα δρᾶμα πῶν διαστημάτων εἰς τὴν Καθολικὴν ἐκκλησίαν καὶ τὸ «Μάθημα τῆς Ἀθηνᾶς». xyxy=(762,628,998,787)
article-headline: Η ΕΝΤΥΠΩΣΙΣ ΤΗΣ ΕΠΙΤΡΟΠΗΣ xyxy=(522,872,748,892)
price-value: 3.50 xyxy=(1502,417,1532,432)
price-row xyxy=(1052,449,1532,465)
price-row xyxy=(1052,385,1532,401)
ad-title: ΓΡΑΜΜΑΤΟΣΗΜΑ xyxy=(770,1203,990,1220)
ad-headline: ΒΑΣΙΛΙΚΟΣ ΕΜΠΟΡΟΡΡΑΠΤΙΚΟΣ ΟΙΚΟΣ xyxy=(1075,1219,1509,1254)
price-list xyxy=(1012,319,1572,515)
branch-title: ΥΠΟΚΑΤΑΣΤΗΜΑ ΕΝ ΠΕΙΡΑΙΕΙ xyxy=(1185,517,1399,533)
ad-title: ΣΟΚΟΛΑΤΑ ΠΑΥΛΙΔΟΥ xyxy=(1348,1333,1521,1350)
article-subhead: Η ΔΕΥΤΕΡΑ ΣΕΙΡΑ ΤΩΝ ΝΑΥΤΩΝ xyxy=(762,133,998,168)
divider xyxy=(1012,787,1572,790)
cigarette-ad xyxy=(1012,957,1572,1179)
